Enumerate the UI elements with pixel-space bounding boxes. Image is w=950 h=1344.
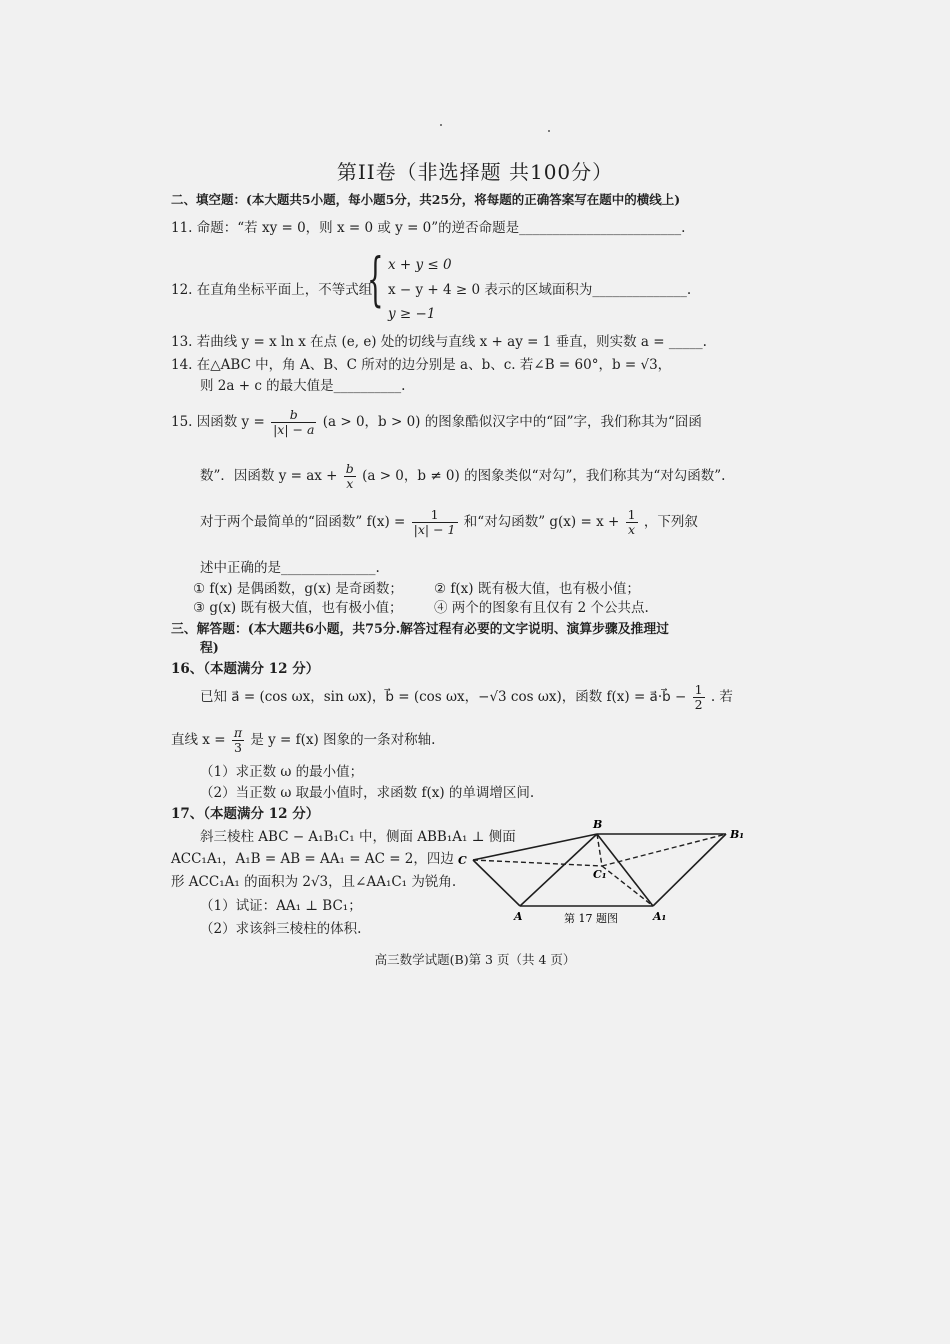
label-B1: B₁	[730, 828, 745, 841]
q16-l1-den: 2	[694, 697, 703, 712]
question-12-line2: x − y + 4 ≥ 0 表示的区域面积为______________.	[388, 282, 692, 298]
edge-CC1	[473, 860, 602, 866]
label-A: A	[514, 910, 523, 923]
question-13: 13. 若曲线 y = x ln x 在点 (e, e) 处的切线与直线 x + ay = 1 垂直，则实数 a = _____.	[171, 334, 707, 350]
label-C: C	[458, 854, 467, 867]
q16-l2-post: 是 y = f(x) 图象的一条对称轴.	[250, 732, 436, 748]
question-15-line4: 述中正确的是______________.	[200, 560, 380, 576]
question-17-part2: （2）求该斜三棱柱的体积.	[200, 921, 362, 937]
edge-C1B1	[602, 834, 726, 866]
edge-CB	[473, 834, 597, 860]
q15-b-num: b	[345, 461, 354, 476]
q15-b-post: (a > 0，b ≠ 0) 的图象类似“对勾”，我们称其为“对勾函数”.	[362, 468, 726, 484]
q15-c-mid: 和“对勾函数” g(x) = x +	[463, 514, 620, 530]
question-17-part1: （1）试证：AA₁ ⊥ BC₁；	[200, 898, 362, 914]
q15-b-fraction	[344, 462, 356, 491]
question-17-line2: ACC₁A₁，A₁B = AB = AA₁ = AC = 2，四边	[171, 851, 454, 867]
answer-section-heading-line1: 三、解答题：(本大题共6小题，共75分.解答过程有必要的文字说明、演算步骤及推理过	[171, 622, 669, 637]
question-16-title: 16、（本题满分 12 分）	[171, 661, 320, 677]
option-3: ③ g(x) 既有极大值，也有极小值；	[193, 600, 403, 616]
q15-a-post: (a > 0，b > 0) 的图象酷似汉字中的“囧”字，我们称其为“囧函	[322, 414, 702, 430]
question-17-line1: 斜三棱柱 ABC − A₁B₁C₁ 中，侧面 ABB₁A₁ ⊥ 侧面	[200, 829, 516, 845]
q15-c-pre: 对于两个最简单的“囧函数” f(x) =	[200, 514, 406, 530]
q15-a-fraction	[271, 408, 316, 437]
q15-c-fraction	[412, 508, 458, 537]
option-4: ④ 两个的图象有且仅有 2 个公共点.	[434, 600, 649, 616]
q16-l1-fraction	[693, 683, 705, 712]
q15-b-pre: 数”．因函数 y = ax +	[200, 468, 338, 484]
question-17-line3: 形 ACC₁A₁ 的面积为 2√3，且∠AA₁C₁ 为锐角.	[171, 874, 457, 890]
figure-caption: 第 17 题图	[564, 912, 618, 925]
question-14-line2: 则 2a + c 的最大值是__________.	[200, 378, 406, 394]
q16-l2-pre: 直线 x =	[171, 732, 226, 748]
question-15-line1	[171, 406, 702, 438]
page-title: 第II卷（非选择题 共100分）	[336, 160, 614, 184]
q16-l2-den: 3	[233, 740, 242, 755]
system-brace: {	[367, 245, 384, 313]
q15-c-den2: x	[628, 522, 636, 537]
question-12-line3: y ≥ −1	[388, 306, 436, 322]
label-C1: C₁	[593, 868, 607, 881]
scan-speck	[548, 130, 550, 132]
question-16-line2	[171, 725, 435, 755]
q15-c-num2: 1	[627, 507, 636, 522]
option-1: ① f(x) 是偶函数，g(x) 是奇函数；	[193, 581, 403, 597]
scan-speck	[440, 124, 442, 126]
question-16-line1	[200, 682, 733, 712]
answer-section-heading-line2: 程)	[200, 641, 219, 656]
fill-section-heading: 二、填空题：(本大题共5小题，每小题5分，共25分，将每题的正确答案写在题中的横线上)	[171, 192, 681, 207]
q15-c-num: 1	[412, 508, 458, 523]
q15-b-den: x	[346, 476, 354, 491]
edge-B1A1	[653, 834, 726, 906]
question-11: 11. 命题：“若 xy = 0，则 x = 0 或 y = 0”的逆否命题是________________________.	[171, 220, 686, 236]
question-12-prefix: 12. 在直角坐标平面上，不等式组	[171, 282, 373, 298]
page-footer: 高三数学试题(B)第 3 页（共 4 页）	[374, 952, 576, 967]
option-2: ② f(x) 既有极大值，也有极小值；	[434, 581, 640, 597]
edge-CA	[473, 860, 520, 906]
q15-a-num: b	[271, 408, 316, 423]
q15-c-fraction2	[626, 508, 638, 537]
question-16-part2: （2）当正数 ω 取最小值时，求函数 f(x) 的单调增区间.	[200, 785, 535, 801]
q16-l1-pre: 已知 a⃗ = (cos ωx，sin ωx)，b⃗ = (cos ωx，−√3 cos ωx)，函数 f(x) = a⃗·b⃗ −	[200, 689, 687, 705]
question-17-title: 17、（本题满分 12 分）	[171, 806, 320, 822]
edge-AB	[520, 834, 597, 906]
question-16-part1: （1）求正数 ω 的最小值；	[200, 764, 364, 780]
prism-figure	[450, 812, 750, 932]
q15-c-den: |x| − 1	[413, 522, 456, 537]
q16-l1-num: 1	[694, 682, 703, 697]
question-15-line2	[200, 460, 725, 492]
label-A1: A₁	[653, 910, 667, 923]
q15-a-pre: 15. 因函数 y =	[171, 414, 265, 430]
question-14-line1: 14. 在△ABC 中，角 A、B、C 所对的边分别是 a、b、c. 若∠B = 60°，b = √3，	[171, 357, 672, 373]
label-B: B	[593, 818, 603, 831]
q16-l2-fraction	[232, 726, 244, 755]
q15-c-post: ，下列叙	[643, 514, 698, 530]
question-12-line1: x + y ≤ 0	[388, 257, 452, 273]
q16-l1-post: . 若	[710, 689, 733, 705]
q16-l2-num: π	[233, 725, 243, 740]
q15-a-den: |x| − a	[273, 422, 315, 437]
question-15-line3	[200, 506, 698, 538]
